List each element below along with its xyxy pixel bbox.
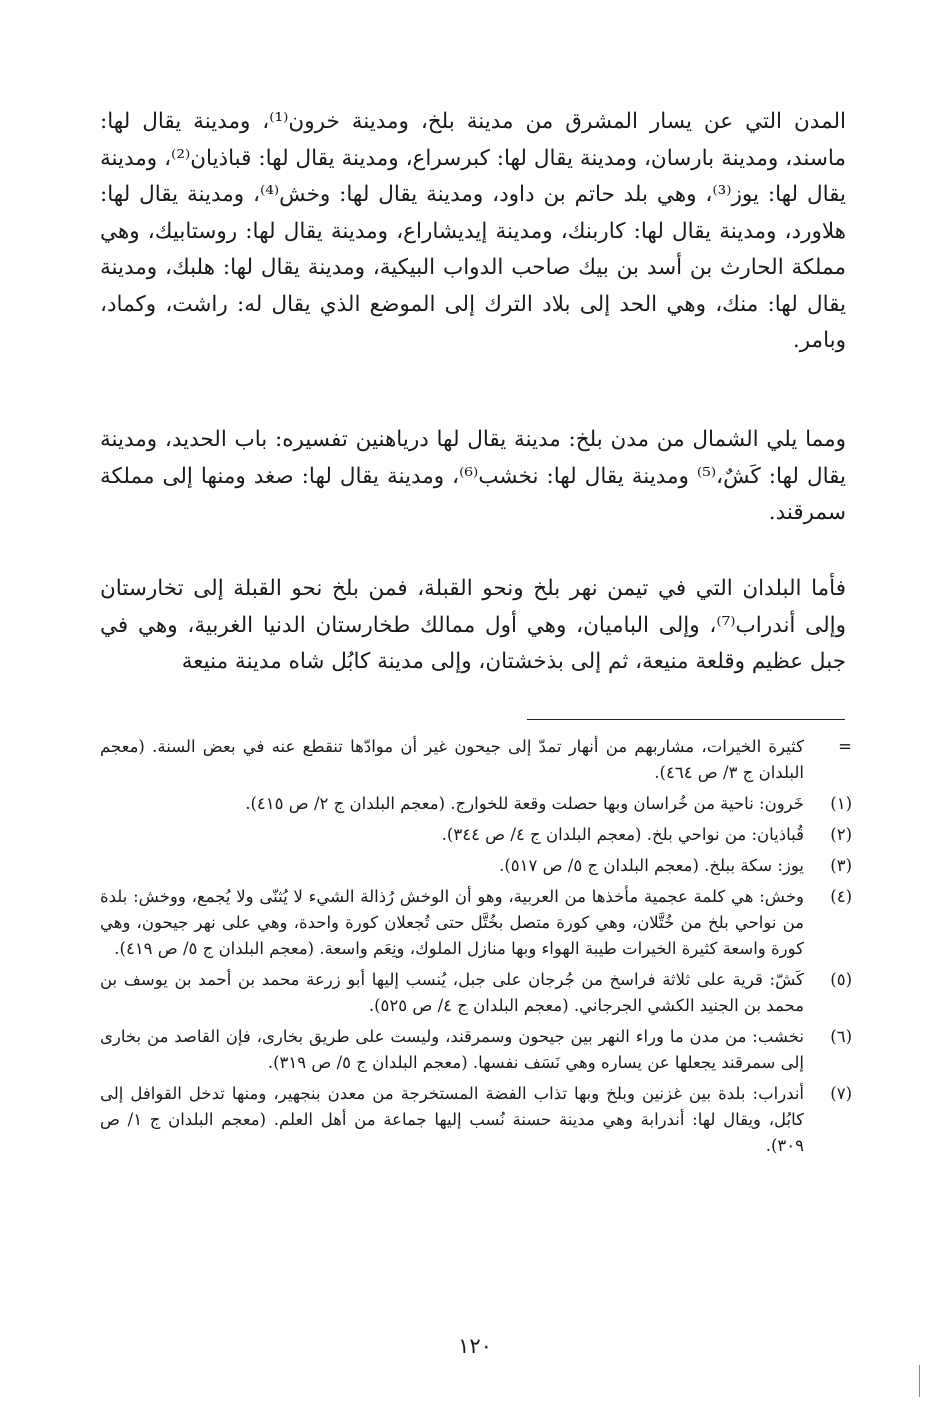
- footnote-separator: [527, 719, 845, 720]
- footnotes: [100, 734, 852, 1164]
- page-number: ١٢٠: [458, 1334, 492, 1358]
- footnote-1: [100, 791, 852, 817]
- footnote-text: يوز: سكة ببلخ. (معجم البلدان ج ٥/ ص ٥١٧).: [499, 856, 804, 875]
- footnote-number: (٤): [830, 887, 852, 906]
- footnote-2: [100, 822, 852, 848]
- paragraph-2: ومما يلي الشمال من مدن بلخ: مدينة يقال لها درياهنين تفسيره: باب الحديد، ومدينة يقال لها: كَشٌ،⁽⁵⁾ ومدينة يقال لها: نخشب⁽⁶⁾، ومدينة يقال لها: صغد ومنها إلى مملكة سمرقند.: [100, 427, 847, 525]
- footnote-7: [100, 1081, 852, 1159]
- footnote-text: قُباذيان: من نواحي بلخ. (معجم البلدان ج ٤/ ص ٣٤٤).: [441, 825, 804, 844]
- footnote-number: =: [838, 737, 852, 756]
- footnote-number: (٧): [830, 1084, 852, 1103]
- footnote-text: وخش: هي كلمة عجمية مأخذها من العربية، وهو أن الوخش رُذالة الشيء لا يُثنّى ولا يُجمع، ووخش: بلدة من نواحي بلخ من خُتَّلان، وهي كورة متصل بخُتَّل حتى تُجعلان كورة واحدة، وهي على نهر جيحون، وهي كورة واسعة كثيرة الخيرات طيبة الهواء وبها منازل الملوك، ونِعَم واسعة. (معجم البلدان ج ٥/ ص ٤١٩).: [100, 887, 804, 958]
- footnote-text: خَرون: ناحية من خُراسان وبها حصلت وقعة للخوارج. (معجم البلدان ج ٢/ ص ٤١٥).: [245, 794, 804, 813]
- footnote-4: [100, 884, 852, 962]
- footnote-5: [100, 967, 852, 1019]
- paragraph-1: المدن التي عن يسار المشرق من مدينة بلخ، ومدينة خرون⁽¹⁾، ومدينة يقال لها: ماسند، ومدينة بارسان، ومدينة يقال لها: كبرسراع، ومدينة يقال لها: قباذيان⁽²⁾، ومدينة يقال لها: يوز⁽³⁾، وهي بلد حاتم بن داود، ومدينة يقال لها: وخش⁽⁴⁾، ومدينة يقال لها: هلاورد، ومدينة يقال لها: كاربنك، ومدينة إيديشاراع، ومدينة يقال لها: روستابيك، وهي مملكة الحارث بن أسد بن بيك صاحب الدواب البيكية، ومدينة يقال لها: هلبك، ومدينة يقال لها: منك، وهي الحد إلى بلاد الترك إلى الموضع الذي يقال له: راشت، وكماد، وبامر.: [100, 109, 846, 353]
- footnote-text: كَشّ: قرية على ثلاثة فراسخ من جُرجان على جبل، يُنسب إليها أبو زرعة محمد بن أحمد بن يوسف بن محمد بن الجنيد الكشي الجرجاني. (معجم البلدان ج ٤/ ص ٥٢٥).: [100, 970, 804, 1015]
- footnote-text: كثيرة الخيرات، مشاربهم من أنهار تمدّ إلى جيحون غير أن موادّها تنقطع عنه في بعض السنة. (معجم البلدان ج ٣/ ص ٤٦٤).: [100, 737, 804, 782]
- footnote-continuation: [100, 734, 852, 786]
- footnote-text: نخشب: من مدن ما وراء النهر بين جيحون وسمرقند، وليست على طريق بخارى، فإن القاصد من بخارى إلى سمرقند يجعلها عن يساره وهي نَسَف نفسها. (معجم البلدان ج ٥/ ص ٣١٩).: [100, 1027, 804, 1072]
- footnote-6: [100, 1024, 852, 1076]
- footnote-number: (٦): [830, 1027, 852, 1046]
- footnote-text: أندراب: بلدة بين غزنين وبلخ وبها تذاب الفضة المستخرجة من معدن بنجهير، ومنها تدخل القوافل إلى كابُل، ويقال لها: أندرابة وهي مدينة حسنة نُسب إليها جماعة من أهل العلم. (معجم البلدان ج ١/ ص ٣٠٩).: [100, 1084, 804, 1155]
- scan-edge-mark: [919, 1365, 924, 1397]
- footnote-number: (٥): [830, 970, 852, 989]
- footnote-number: (١): [830, 794, 852, 813]
- paragraph-3: فأما البلدان التي في تيمن نهر بلخ ونحو القبلة، فمن بلخ نحو القبلة إلى تخارستان وإلى أندراب⁽⁷⁾، وإلى الباميان، وهي أول ممالك طخارستان الدنيا الغربية، وهي في جبل عظيم وقلعة منيعة، ثم إلى بذخشتان، وإلى مدينة كابُل شاه مدينة منيعة: [100, 576, 847, 674]
- footnote-number: (٣): [830, 856, 852, 875]
- footnote-3: [100, 853, 852, 879]
- footnote-number: (٢): [830, 825, 852, 844]
